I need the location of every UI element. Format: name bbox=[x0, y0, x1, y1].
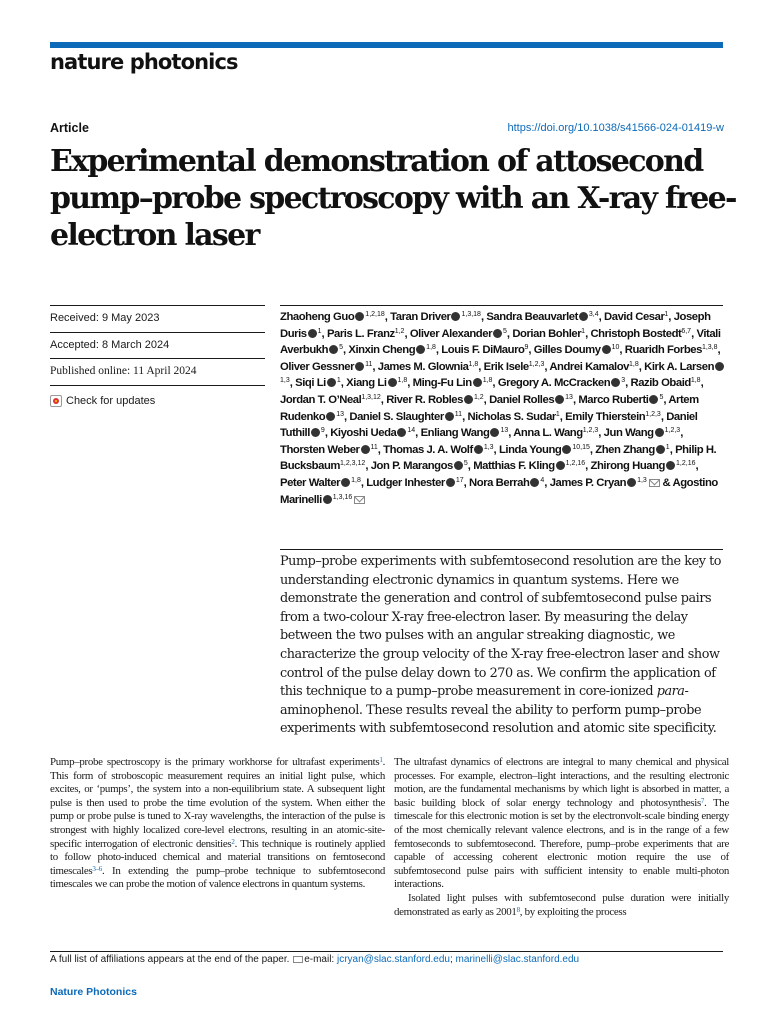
author-entry: Jon P. Marangos $^5$, bbox=[370, 460, 474, 473]
orcid-icon[interactable] bbox=[323, 495, 332, 504]
author-entry: Joseph Duris $^1$, bbox=[280, 311, 711, 340]
abstract-text-1: Pump–probe experiments with subfemtosecond resolution are the key to understanding electronic dynamics in quantum systems. Here we demonstrate the generation and control of subfemtosecond pulse pairs from a two-colour X-ray free-electron laser. By measuring the delay between the two pulses with an angular streaking diagnostic, we characterize the group velocity of the X-ray free-electron laser and show control of the pulse delay down to 270 as. We confirm the application of this technique to a pump–probe measurement in core-ionized bbox=[280, 554, 722, 700]
author-entry: Taran Driver $^{1,3,18}$, bbox=[390, 311, 487, 323]
author-affiliation: 1,8 bbox=[482, 377, 493, 385]
author-name[interactable]: Ruaridh Forbes bbox=[624, 344, 702, 357]
authors-divider bbox=[280, 305, 723, 306]
author-name[interactable]: James M. Glownia bbox=[377, 360, 469, 373]
author-affiliation: 1,2,3 bbox=[664, 427, 681, 435]
author-name[interactable]: Jun Wang bbox=[603, 427, 654, 440]
author-affiliation: 1,3,18 bbox=[461, 311, 481, 318]
orcid-icon[interactable] bbox=[493, 329, 502, 338]
author-entry: Dorian Bohler$^1$, bbox=[512, 327, 591, 340]
reference-link[interactable]: 1 bbox=[379, 756, 383, 764]
author-entry bbox=[550, 477, 663, 489]
orcid-icon[interactable] bbox=[308, 329, 317, 338]
journal-name: nature photonics bbox=[50, 50, 238, 74]
author-entry: & Agostino Marinelli $^{1,3,16}$ bbox=[280, 476, 718, 506]
orcid-icon[interactable] bbox=[490, 428, 499, 437]
author-affiliation: 1,3 bbox=[637, 476, 647, 484]
author-entry: River R. Robles $^{1,2}$, bbox=[386, 393, 490, 406]
author-affiliation: 3 bbox=[621, 377, 626, 385]
author-entry: Nicholas S. Sudar$^1$, bbox=[467, 410, 566, 423]
reference-link[interactable]: 7 bbox=[700, 796, 705, 805]
author-entry: Gilles Doumy $^{10}$, bbox=[533, 344, 625, 357]
author-entry: Linda Young $^{10,15}$, bbox=[498, 443, 596, 456]
author-name[interactable]: Dorian Bohler bbox=[512, 327, 582, 340]
check-for-updates-label: Check for updates bbox=[66, 395, 156, 408]
author-name[interactable]: Nicholas S. Sudar bbox=[467, 410, 556, 423]
orcid-icon[interactable] bbox=[361, 445, 370, 454]
author-name[interactable]: Paris L. Franz bbox=[326, 327, 395, 340]
author-name[interactable]: Joseph Duris bbox=[280, 311, 711, 340]
orcid-icon[interactable] bbox=[454, 461, 463, 470]
author-affiliation: 1,2,3 bbox=[528, 360, 545, 368]
author-affiliation: 1,8 bbox=[690, 377, 701, 385]
author-name[interactable]: Jon P. Marangos bbox=[370, 460, 453, 473]
author-name[interactable]: Zhaoheng Guo bbox=[280, 311, 355, 323]
orcid-icon[interactable] bbox=[416, 345, 425, 354]
orcid-icon[interactable] bbox=[627, 478, 636, 487]
author-entry: Daniel S. Slaughter $^{11}$, bbox=[349, 410, 468, 423]
author-affiliation: 13 bbox=[336, 410, 344, 418]
author-affiliation: 10 bbox=[611, 344, 620, 352]
author-affiliation: 1,2,3,12 bbox=[340, 460, 366, 468]
orcid-icon[interactable] bbox=[451, 312, 460, 321]
body-column-left bbox=[50, 756, 385, 892]
mail-icon[interactable] bbox=[649, 479, 660, 487]
author-entry: Xinxin Cheng $^{1,8}$, bbox=[348, 344, 442, 357]
author-affiliation: 1 bbox=[581, 327, 586, 335]
author-affiliation: 1,2 bbox=[473, 393, 484, 401]
orcid-icon[interactable] bbox=[341, 478, 350, 487]
reference-link[interactable]: 8 bbox=[516, 905, 520, 914]
author-affiliation: 11 bbox=[370, 443, 378, 451]
author-entry: Christoph Bostedt$^{6,7}$, bbox=[590, 327, 697, 340]
orcid-icon[interactable] bbox=[327, 378, 336, 387]
orcid-icon[interactable] bbox=[397, 428, 406, 437]
author-name[interactable]: Enliang Wang bbox=[420, 427, 490, 440]
author-affiliation: 1 bbox=[555, 410, 560, 418]
abstract-divider bbox=[280, 549, 723, 550]
author-name[interactable]: Xinxin Cheng bbox=[348, 344, 416, 357]
author-name[interactable]: Kiyoshi Ueda bbox=[330, 427, 397, 440]
published-date: Published online: 11 April 2024 bbox=[50, 358, 265, 385]
orcid-icon[interactable] bbox=[562, 445, 571, 454]
author-name[interactable]: Daniel Rolles bbox=[489, 393, 555, 406]
paragraph: Isolated light pulses with subfemtosecond pulse duration were initially demonstrated as early as 2001$^8$, by exploiting the process bbox=[394, 891, 729, 918]
reference-link[interactable]: 3–6 bbox=[92, 864, 102, 873]
email-link-marinelli[interactable]: marinelli@slac.stanford.edu bbox=[455, 954, 580, 965]
doi-link[interactable]: https://doi.org/10.1038/s41566-024-01419-w bbox=[507, 122, 724, 134]
author-name[interactable]: Daniel S. Slaughter bbox=[349, 410, 444, 423]
author-affiliation: 9 bbox=[320, 427, 325, 435]
mail-icon[interactable] bbox=[354, 496, 365, 504]
author-affiliation: 1 bbox=[336, 377, 341, 385]
orcid-icon[interactable] bbox=[474, 445, 483, 454]
author-affiliation: 1,2,3 bbox=[582, 427, 599, 435]
author-entry: Ruaridh Forbes$^{1,3,8}$, bbox=[624, 344, 721, 357]
author-entry: Nora Berrah $^4$, bbox=[469, 476, 550, 489]
email-link-cryan[interactable]: jcryan@slac.stanford.edu bbox=[337, 954, 450, 965]
author-name[interactable]: Anna L. Wang bbox=[513, 427, 583, 440]
author-affiliation: 1 bbox=[317, 327, 322, 335]
author-name[interactable]: Taran Driver bbox=[390, 311, 451, 323]
author-entry: Siqi Li $^1$, bbox=[295, 377, 347, 390]
author-entry: Jordan T. O’Neal$^{1,3,12}$, bbox=[280, 393, 387, 406]
author-entry: Kirk A. Larsen$^{1,3}$, bbox=[280, 361, 725, 390]
orcid-icon[interactable] bbox=[446, 478, 455, 487]
author-entry: Zhaoheng Guo $^{1,2,18}$, bbox=[280, 311, 391, 323]
received-date: Received: 9 May 2023 bbox=[50, 305, 265, 332]
author-entry: Thomas J. A. Wolf $^{1,3}$, bbox=[383, 443, 499, 456]
author-list bbox=[280, 309, 726, 508]
author-affiliation: 1 bbox=[664, 311, 669, 318]
author-affiliation: 5 bbox=[659, 393, 664, 401]
author-affiliation: 1,8 bbox=[351, 476, 361, 484]
author-name[interactable]: Razib Obaid bbox=[630, 377, 691, 390]
author-name[interactable]: Nora Berrah bbox=[469, 476, 530, 489]
author-name[interactable]: Marco Ruberti bbox=[578, 393, 649, 406]
author-affiliation: 11 bbox=[454, 410, 463, 418]
author-affiliation: 5 bbox=[339, 344, 343, 352]
author-affiliation: 1,8 bbox=[468, 360, 479, 368]
author-affiliation: 4 bbox=[540, 476, 545, 484]
author-name[interactable]: Peter Walter bbox=[280, 476, 341, 489]
author-name[interactable]: River R. Robles bbox=[386, 393, 463, 406]
author-entry: Kiyoshi Ueda $^{14}$, bbox=[330, 427, 421, 440]
author-name[interactable]: Ming-Fu Lin bbox=[412, 377, 472, 390]
author-name[interactable]: Christoph Bostedt bbox=[590, 327, 682, 340]
author-affiliation: 14 bbox=[407, 427, 416, 435]
author-name[interactable]: Thorsten Weber bbox=[280, 443, 360, 456]
author-name[interactable]: Erik Isele bbox=[483, 360, 529, 373]
author-affiliation: 1,2,16 bbox=[565, 460, 586, 468]
author-entry: Andrei Kamalov$^{1,8}$, bbox=[549, 360, 645, 373]
author-affiliation: 1,3 bbox=[280, 377, 290, 385]
author-name[interactable]: James P. Cryan bbox=[549, 476, 627, 489]
author-name[interactable]: Agostino Marinelli bbox=[280, 476, 718, 506]
footnote: A full list of affiliations appears at the end of the paper. e-mail: jcryan@slac.stanford.edu; marinelli@slac.stanford.edu bbox=[50, 954, 580, 965]
author-entry: Ming-Fu Lin $^{1,8}$, bbox=[412, 377, 498, 390]
author-name[interactable]: Daniel Tuthill bbox=[280, 410, 698, 440]
orcid-icon[interactable] bbox=[602, 345, 611, 354]
author-entry: Thorsten Weber $^{11}$, bbox=[280, 443, 384, 456]
author-entry: Oliver Alexander $^5$, bbox=[409, 327, 513, 340]
author-name[interactable]: Xiang Li bbox=[346, 377, 387, 390]
accepted-date: Accepted: 8 March 2024 bbox=[50, 332, 265, 359]
author-affiliation: 17 bbox=[455, 476, 464, 484]
author-name[interactable]: Oliver Alexander bbox=[409, 327, 493, 340]
author-name[interactable]: Jordan T. O’Neal bbox=[280, 393, 362, 406]
author-affiliation: 1,8 bbox=[426, 344, 436, 352]
orcid-icon[interactable] bbox=[464, 395, 473, 404]
author-name[interactable]: Zhirong Huang bbox=[590, 460, 666, 473]
author-entry: Gregory A. McCracken $^3$, bbox=[497, 377, 631, 390]
author-name[interactable]: Philip H. Bucksbaum bbox=[280, 443, 717, 473]
mail-icon bbox=[293, 956, 303, 963]
orcid-icon[interactable] bbox=[555, 395, 564, 404]
author-name[interactable]: Louis F. DiMauro bbox=[441, 344, 525, 357]
author-name[interactable]: David Cesar bbox=[604, 311, 665, 323]
body-column-right bbox=[394, 756, 729, 919]
author-name[interactable]: Sandra Beauvarlet bbox=[486, 311, 578, 323]
publication-meta bbox=[50, 305, 265, 411]
author-entry: David Cesar$^1$, bbox=[604, 311, 674, 323]
author-entry: Peter Walter $^{1,8}$, bbox=[280, 476, 367, 489]
author-entry: Enliang Wang $^{13}$, bbox=[420, 427, 514, 440]
author-affiliation: 1,8 bbox=[629, 360, 639, 368]
author-entry: Zhen Zhang $^1$, bbox=[595, 443, 676, 456]
orcid-icon[interactable] bbox=[556, 461, 565, 470]
author-entry: Philip H. Bucksbaum$^{1,2,3,12}$, bbox=[280, 443, 717, 473]
author-entry: Vitali Averbukh $^5$, bbox=[280, 327, 721, 357]
author-entry: Paris L. Franz$^{1,2}$, bbox=[326, 327, 410, 340]
crossmark-icon bbox=[50, 395, 62, 407]
article-title: Experimental demonstration of attosecond pump–probe spectroscopy with an X-ray free-electron laser bbox=[50, 144, 736, 253]
author-name[interactable]: Gilles Doumy bbox=[533, 344, 601, 357]
author-name[interactable]: Oliver Gessner bbox=[280, 360, 355, 373]
author-affiliation: 1,2 bbox=[394, 327, 405, 335]
author-name[interactable]: Kirk A. Larsen bbox=[644, 360, 715, 373]
article-type: Article bbox=[50, 121, 89, 135]
author-affiliation: 1,2,16 bbox=[676, 460, 696, 468]
abstract bbox=[280, 553, 726, 739]
abstract-text-2: -aminophenol. These results reveal the ability to perform pump–probe experiments with subfemtosecond resolution and atomic site specificity. bbox=[280, 684, 717, 737]
author-entry: Oliver Gessner $^{11}$, bbox=[280, 360, 378, 373]
author-entry: Razib Obaid$^{1,8}$, bbox=[630, 377, 704, 390]
author-name[interactable]: Vitali Averbukh bbox=[280, 327, 721, 357]
orcid-icon[interactable] bbox=[355, 362, 364, 371]
author-name[interactable]: Andrei Kamalov bbox=[549, 360, 630, 373]
author-name[interactable]: Siqi Li bbox=[295, 377, 326, 390]
orcid-icon[interactable] bbox=[656, 445, 665, 454]
author-affiliation: 1,2,3 bbox=[645, 410, 661, 418]
paragraph: Pump–probe spectroscopy is the primary workhorse for ultrafast experiments$^1$. This form of stroboscopic measurement requires an initial light pulse, which excites, or ‘pumps’, the system into a non-equilibrium state. A subsequent light pulse is then used to probe the time evolution of the system. When either the pump or probe pulse is tuned to X-ray wavelengths, the interaction of the pulse is strongest with highly localized core-level electrons, resulting in an atomic-site-specific interrogation of electronic densities$^2$. This technique is routinely applied to follow photo-induced chemical and material transitions on femtosecond timescales$^{3-6}$. In extending the pump–probe technique to subfemtosecond timescales we can probe the motion of valence electrons in quantum systems. bbox=[50, 756, 386, 891]
orcid-icon[interactable] bbox=[445, 412, 454, 421]
author-affiliation: 1,8 bbox=[397, 377, 408, 385]
orcid-icon[interactable] bbox=[311, 428, 320, 437]
author-entry: Ludger Inhester $^{17}$, bbox=[366, 476, 470, 489]
author-name[interactable]: Artem Rudenko bbox=[280, 393, 699, 423]
author-name[interactable]: Zhen Zhang bbox=[595, 443, 655, 456]
orcid-icon[interactable] bbox=[655, 428, 664, 437]
orcid-icon[interactable] bbox=[329, 345, 338, 354]
author-entry: James M. Glownia$^{1,8}$, bbox=[377, 360, 484, 373]
author-entry: Artem Rudenko $^{13}$, bbox=[280, 393, 699, 423]
author-affiliation: 1 bbox=[665, 443, 670, 451]
paragraph: The ultrafast dynamics of electrons are integral to many chemical and physical processes. For example, electron–light interactions, and the resulting electronic motion, are the fundamental mechanisms by which light is absorbed in matter, a basic building block of solar energy technology and photosynthesis$^7$. The timescale for this electronic motion is set by the electronvolt-scale binding energy of the most chemically relevant valence electrons, and is in the range of a few femtoseconds to subfemtosecond. Therefore, pump–probe experiments that are capable of accessing coherent electronic motion require the use of subfemtosecond pulse pairs with sufficient intensity to enable multi-photon interactions. bbox=[394, 756, 729, 891]
author-name[interactable]: Thomas J. A. Wolf bbox=[383, 443, 473, 456]
author-entry: Zhirong Huang $^{1,2,16}$, bbox=[590, 460, 699, 473]
orcid-icon[interactable] bbox=[649, 395, 658, 404]
check-for-updates[interactable] bbox=[50, 385, 265, 412]
orcid-icon[interactable] bbox=[355, 312, 364, 321]
author-affiliation: 13 bbox=[565, 393, 573, 401]
author-entry: Anna L. Wang$^{1,2,3}$, bbox=[513, 427, 604, 440]
author-entry: Emily Thierstein$^{1,2,3}$, bbox=[565, 410, 667, 423]
journal-footer: Nature Photonics bbox=[50, 986, 137, 998]
author-affiliation: 10,15 bbox=[572, 443, 590, 451]
author-affiliation: 3,4 bbox=[588, 311, 599, 318]
author-affiliation: 9 bbox=[524, 344, 529, 352]
author-affiliation: 6,7 bbox=[681, 327, 692, 335]
author-affiliation: 13 bbox=[500, 427, 509, 435]
author-entry: Daniel Tuthill $^9$, bbox=[280, 410, 698, 440]
author-name[interactable]: Emily Thierstein bbox=[565, 410, 646, 423]
author-affiliation: 5 bbox=[503, 327, 507, 335]
orcid-icon[interactable] bbox=[715, 362, 724, 371]
author-entry: Xiang Li $^{1,8}$, bbox=[346, 377, 413, 390]
author-affiliation: 1,2,18 bbox=[365, 311, 385, 318]
author-entry: Marco Ruberti $^5$, bbox=[578, 393, 669, 406]
author-affiliation: 1,3,8 bbox=[701, 344, 718, 352]
author-entry: Louis F. DiMauro$^9$, bbox=[441, 344, 534, 357]
author-affiliation: 1,3 bbox=[483, 443, 494, 451]
author-entry: Erik Isele$^{1,2,3}$, bbox=[483, 360, 550, 373]
author-entry: Jun Wang $^{1,2,3}$, bbox=[603, 427, 683, 440]
orcid-icon[interactable] bbox=[326, 412, 335, 421]
author-entry: Sandra Beauvarlet $^{3,4}$, bbox=[486, 311, 605, 323]
author-name[interactable]: Gregory A. McCracken bbox=[497, 377, 611, 390]
footnote-divider bbox=[50, 951, 723, 952]
author-entry: Daniel Rolles $^{13}$, bbox=[489, 393, 579, 406]
author-name[interactable]: Ludger Inhester bbox=[366, 476, 445, 489]
author-name[interactable]: Linda Young bbox=[498, 443, 562, 456]
abstract-italic: para bbox=[656, 684, 685, 700]
author-name[interactable]: Matthias F. Kling bbox=[473, 460, 555, 473]
orcid-icon[interactable] bbox=[579, 312, 588, 321]
orcid-icon[interactable] bbox=[611, 378, 620, 387]
author-entry: Matthias F. Kling $^{1,2,16}$, bbox=[473, 460, 591, 473]
orcid-icon[interactable] bbox=[530, 478, 539, 487]
orcid-icon[interactable] bbox=[473, 378, 482, 387]
orcid-icon[interactable] bbox=[666, 461, 675, 470]
author-affiliation: 1,3,12 bbox=[361, 393, 381, 401]
author-affiliation: 5 bbox=[463, 460, 468, 468]
orcid-icon[interactable] bbox=[388, 378, 397, 387]
author-affiliation: 11 bbox=[365, 360, 373, 368]
reference-link[interactable]: 2 bbox=[231, 837, 235, 846]
journal-top-bar bbox=[50, 42, 723, 48]
author-affiliation: 1,3,16 bbox=[332, 493, 353, 501]
